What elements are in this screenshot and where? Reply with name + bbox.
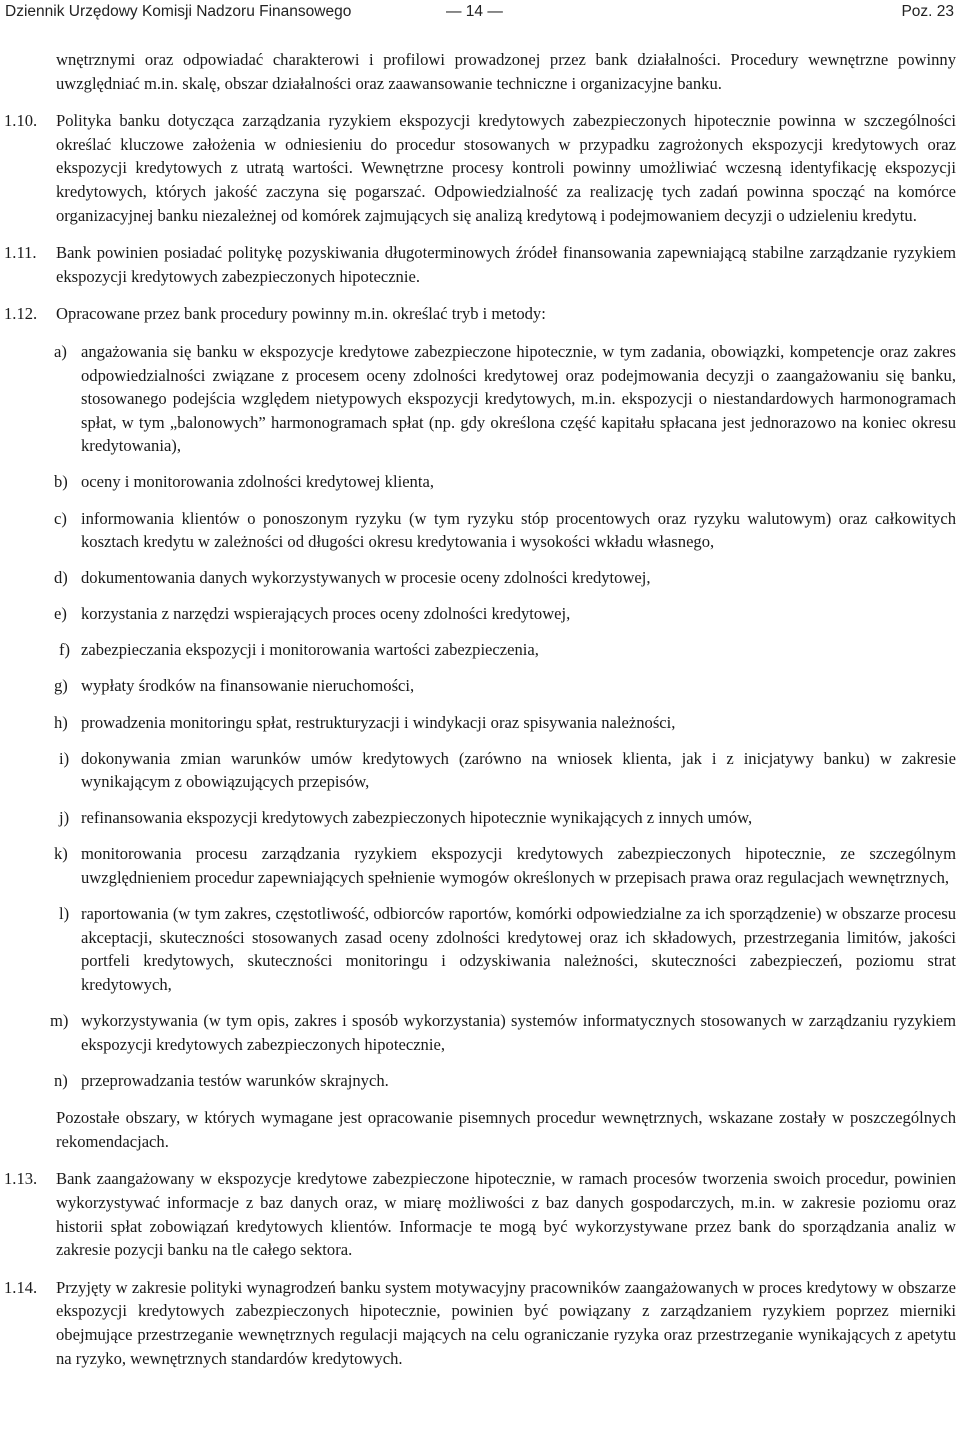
item-text: informowania klientów o ponoszonym ryzyku (w tym ryzyku stóp procentowych oraz ryzyku walutowym) oraz całkowitych kosztach kredytu w zależności od długości okresu kredytowania i wysokości wkładu własnego, [81, 508, 956, 552]
list-item-g [54, 674, 956, 698]
section-number: 1.12. [4, 304, 38, 324]
item-letter: f) [59, 640, 71, 660]
item-letter: e) [54, 604, 67, 624]
list-item-a [54, 340, 956, 458]
item-text: angażowania się banku w ekspozycje kredytowe zabezpieczone hipotecznie, w tym zadania, obowiązki, kompetencje oraz zakres odpowiedzialności związane z procesem oceny zdolności kredytowej oraz podejmowania decyzji o zaangażowaniu się banku, stosowanego podejścia względem nietypowych ekspozycji kredytowych, m.in. ekspozycji o niestandardowych harmonogramach spłat, w tym „balonowych” harmonogramach spłat (np. gdy określona część kapitału spłacana jest jednorazowo na koniec okresu kredytowania), [81, 341, 956, 456]
list-item-f [59, 638, 956, 662]
item-text: prowadzenia monitoringu spłat, restrukturyzacji i windykacji oraz spisywania należności, [81, 712, 676, 732]
item-letter: d) [54, 568, 68, 588]
item-reference: Poz. 23 [901, 3, 954, 20]
item-text: wykorzystywania (w tym opis, zakres i sposób wykorzystania) systemów informatycznych stosowanych w zarządzaniu ryzykiem ekspozycji kredytowych zabezpieczonych hipotecznie, [81, 1011, 956, 1054]
item-text: zabezpieczania ekspozycji i monitorowania wartości zabezpieczenia, [81, 640, 539, 660]
section-1-14 [4, 1276, 956, 1370]
section-number: 1.11. [4, 243, 37, 263]
list-item-h [54, 711, 956, 735]
item-text: refinansowania ekspozycji kredytowych zabezpieczonych hipotecznie wynikających z innych umów, [81, 808, 753, 828]
list-item-d [54, 566, 956, 590]
section-text: Polityka banku dotycząca zarządzania ryzykiem ekspozycji kredytowych zabezpieczonych hipotecznie powinna w szczególności określać kluczowe założenia w odniesieniu do procedur stosowanych w przypadku zagrożonych ekspozycji kredytowych oraz ekspozycji kredytowych z utratą wartości. Wewnętrzne procesy kontroli powinny umożliwiać wczesną identyfikację ekspozycji kredytowych, których jakość zaczyna się pogarszać. Odpowiedzialność za realizację tych zadań powinna spocząć na komórce organizacyjnej banku niezależnej od komórek zajmujących się analizą kredytową i podejmowaniem decyzji o udzieleniu kredytu. [56, 111, 956, 225]
item-letter: c) [54, 508, 67, 528]
document-body [0, 48, 960, 1370]
item-text: wypłaty środków na finansowanie nieruchomości, [81, 676, 415, 696]
section-1-12 [4, 302, 956, 326]
item-letter: l) [59, 904, 70, 924]
section-number: 1.10. [4, 111, 38, 131]
item-text: dokonywania zmian warunków umów kredytowych (zarówno na wniosek klienta, jak i z inicjatywy banku) w zakresie wynikającym z obowiązujących przepisów, [81, 748, 956, 792]
page-header [0, 0, 960, 24]
section-1-11 [4, 241, 956, 288]
section-text: Bank zaangażowany w ekspozycje kredytowe zabezpieczone hipotecznie, w ramach procesów tworzenia swoich procedur, powinien wykorzystywać informacje z baz danych oraz, w miarę możliwości z baz danych gospodarczych, m.in. w zakresie poziomu oraz historii spłat zobowiązań kredytowych klientów. Informacje te mogą być wykorzystywane przez bank do sporządzania analiz w zakresie pozycji banku na tle całego sektora. [56, 1169, 956, 1260]
page-number: — 14 — [446, 3, 503, 20]
section-text: Bank powinien posiadać politykę pozyskiwania długoterminowych źródeł finansowania zapewniającą stabilne zarządzanie ryzykiem ekspozycji kredytowych zabezpieczonych hipotecznie. [56, 243, 956, 286]
list-item-k [54, 842, 956, 889]
list-item-b [54, 470, 956, 494]
item-text: oceny i monitorowania zdolności kredytowej klienta, [81, 472, 434, 492]
list-item-m [50, 1009, 956, 1056]
item-letter: b) [54, 472, 68, 492]
list-item-c [54, 507, 956, 554]
item-letter: m) [50, 1011, 69, 1030]
section-text: Opracowane przez bank procedury powinny m.in. określać tryb i metody: [56, 304, 546, 324]
item-letter: i) [59, 748, 70, 768]
list-item-e [54, 602, 956, 626]
item-letter: a) [54, 341, 67, 361]
item-text: dokumentowania danych wykorzystywanych w procesie oceny zdolności kredytowej, [81, 568, 651, 588]
list-item-n [54, 1069, 956, 1093]
item-letter: h) [54, 712, 68, 732]
section-1-13 [4, 1167, 956, 1261]
section-number: 1.14. [4, 1277, 38, 1297]
intro-paragraph: wnętrznymi oraz odpowiadać charakterowi i profilowi prowadzonej przez bank działalności. Procedury wewnętrzne powinny uwzględniać m.in. skalę, obszar działalności oraz zaawansowanie techniczne i organizacyjne banku. [56, 50, 956, 93]
journal-title: Dziennik Urzędowy Komisji Nadzoru Finansowego [5, 3, 352, 20]
item-text: przeprowadzania testów warunków skrajnych. [81, 1070, 389, 1090]
list-item-j [59, 806, 956, 830]
section-text: Przyjęty w zakresie polityki wynagrodzeń banku system motywacyjny pracowników zaangażowanych w proces kredytowy w obszarze ekspozycji kredytowych zabezpieczonych hipotecznie, powinien być powiązany z zarządzaniem ryzykiem poprzez mierniki obejmujące przestrzeganie wewnętrznych regulacji mających na celu ograniczanie ryzyka oraz przestrzeganie wynikających z apetytu na ryzyko, wewnętrznych standardów kredytowych. [56, 1277, 956, 1368]
item-letter: g) [54, 676, 68, 696]
item-text: korzystania z narzędzi wspierających proces oceny zdolności kredytowej, [81, 604, 571, 624]
section-number: 1.13. [4, 1169, 38, 1189]
item-letter: n) [54, 1070, 68, 1090]
section-1-10 [4, 109, 956, 227]
closing-paragraph: Pozostałe obszary, w których wymagane jest opracowanie pisemnych procedur wewnętrznych, wskazane zostały w poszczególnych rekomendacjach. [56, 1108, 956, 1151]
item-text: monitorowania procesu zarządzania ryzykiem ekspozycji kredytowych zabezpieczonych hipotecznie, ze szczególnym uwzględnieniem procedur zapewniających spełnienie wymogów określonych w przepisach prawa oraz regulacjach wewnętrznych, [81, 844, 956, 888]
item-text: raportowania (w tym zakres, częstotliwość, odbiorców raportów, komórki odpowiedzialne za ich sporządzenie) w obszarze procesu akceptacji, skuteczności stosowanych zasad oceny zdolności kredytowej oraz ich składowych, przestrzegania limitów, jakości portfeli kredytowych, skuteczności monitoringu i odzyskiwania należności, skuteczności zabezpieczeń, poziomu strat kredytowych, [81, 904, 956, 994]
item-letter: k) [54, 844, 68, 864]
item-letter: j) [59, 808, 70, 828]
list-item-l [59, 902, 956, 996]
list-item-i [59, 747, 956, 794]
